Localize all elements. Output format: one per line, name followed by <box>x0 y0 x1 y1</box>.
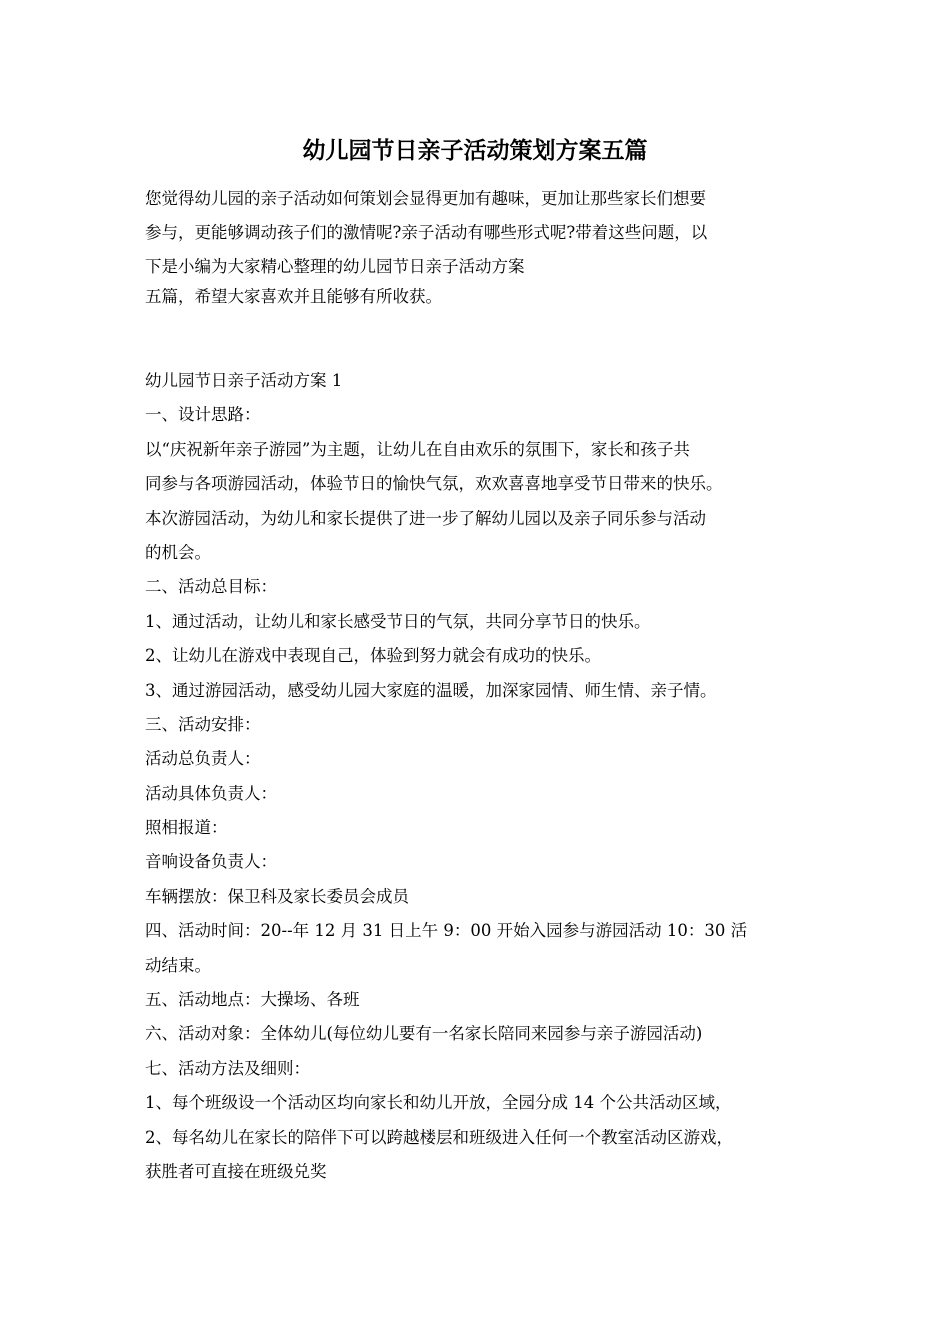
subsection-heading: 四、活动时间：20--年 12 月 31 日上午 9：00 开始入园参与游园活动 10：30 活 <box>145 921 748 941</box>
list-item: 3、通过游园活动，感受幼儿园大家庭的温暖，加深家园情、师生情、亲子情。 <box>145 680 717 700</box>
paragraph-line: 同参与各项游园活动，体验节日的愉快气氛，欢欢喜喜地享受节日带来的快乐。 <box>145 474 723 494</box>
subsection-heading: 五、活动地点：大操场、各班 <box>145 990 360 1010</box>
paragraph-line: 活动总负责人： <box>145 749 261 769</box>
paragraph-line: 活动具体负责人： <box>145 783 277 803</box>
intro-line: 您觉得幼儿园的亲子活动如何策划会显得更加有趣味，更加让那些家长们想要 <box>145 189 706 208</box>
subsection-heading: 三、活动安排： <box>145 714 261 734</box>
paragraph-line: 音响设备负责人： <box>145 852 277 872</box>
intro-paragraph <box>145 182 825 314</box>
subsection-heading: 二、活动总目标： <box>145 577 277 597</box>
intro-line: 五篇，希望大家喜欢并且能够有所收获。 <box>145 287 442 306</box>
list-item: 2、让幼儿在游戏中表现自己，体验到努力就会有成功的快乐。 <box>145 646 601 666</box>
paragraph-line: 的机会。 <box>145 542 211 562</box>
subsection-heading: 六、活动对象：全体幼儿(每位幼儿要有一名家长陪同来园参与亲子游园活动) <box>145 1024 703 1044</box>
document-title: 幼儿园节日亲子活动策划方案五篇 <box>302 137 648 164</box>
list-item: 1、通过活动，让幼儿和家长感受节日的气氛，共同分享节日的快乐。 <box>145 611 651 631</box>
list-item: 2、每名幼儿在家长的陪伴下可以跨越楼层和班级进入任何一个教室活动区游戏， <box>145 1127 733 1147</box>
intro-line: 下是小编为大家精心整理的幼儿园节日亲子活动方案 <box>145 257 525 276</box>
list-item: 1、每个班级设一个活动区均向家长和幼儿开放，全园分成 14 个公共活动区域， <box>145 1093 732 1113</box>
paragraph-line: 车辆摆放：保卫科及家长委员会成员 <box>145 886 409 906</box>
subsection-heading: 一、设计思路： <box>145 405 261 425</box>
paragraph-line: 照相报道： <box>145 818 228 838</box>
section-heading: 幼儿园节日亲子活动方案 1 <box>145 371 343 390</box>
paragraph-line: 以“庆祝新年亲子游园”为主题，让幼儿在自由欢乐的氛围下，家长和孩子共 <box>145 439 690 459</box>
intro-line: 参与，更能够调动孩子们的激情呢?亲子活动有哪些形式呢?带着这些问题，以 <box>145 223 708 242</box>
subsection-heading: 七、活动方法及细则： <box>145 1058 310 1078</box>
paragraph-line: 获胜者可直接在班级兑奖 <box>145 1161 327 1181</box>
plan-section <box>145 364 825 1189</box>
paragraph-line: 动结束。 <box>145 955 211 975</box>
paragraph-line: 本次游园活动，为幼儿和家长提供了进一步了解幼儿园以及亲子同乐参与活动 <box>145 508 706 528</box>
